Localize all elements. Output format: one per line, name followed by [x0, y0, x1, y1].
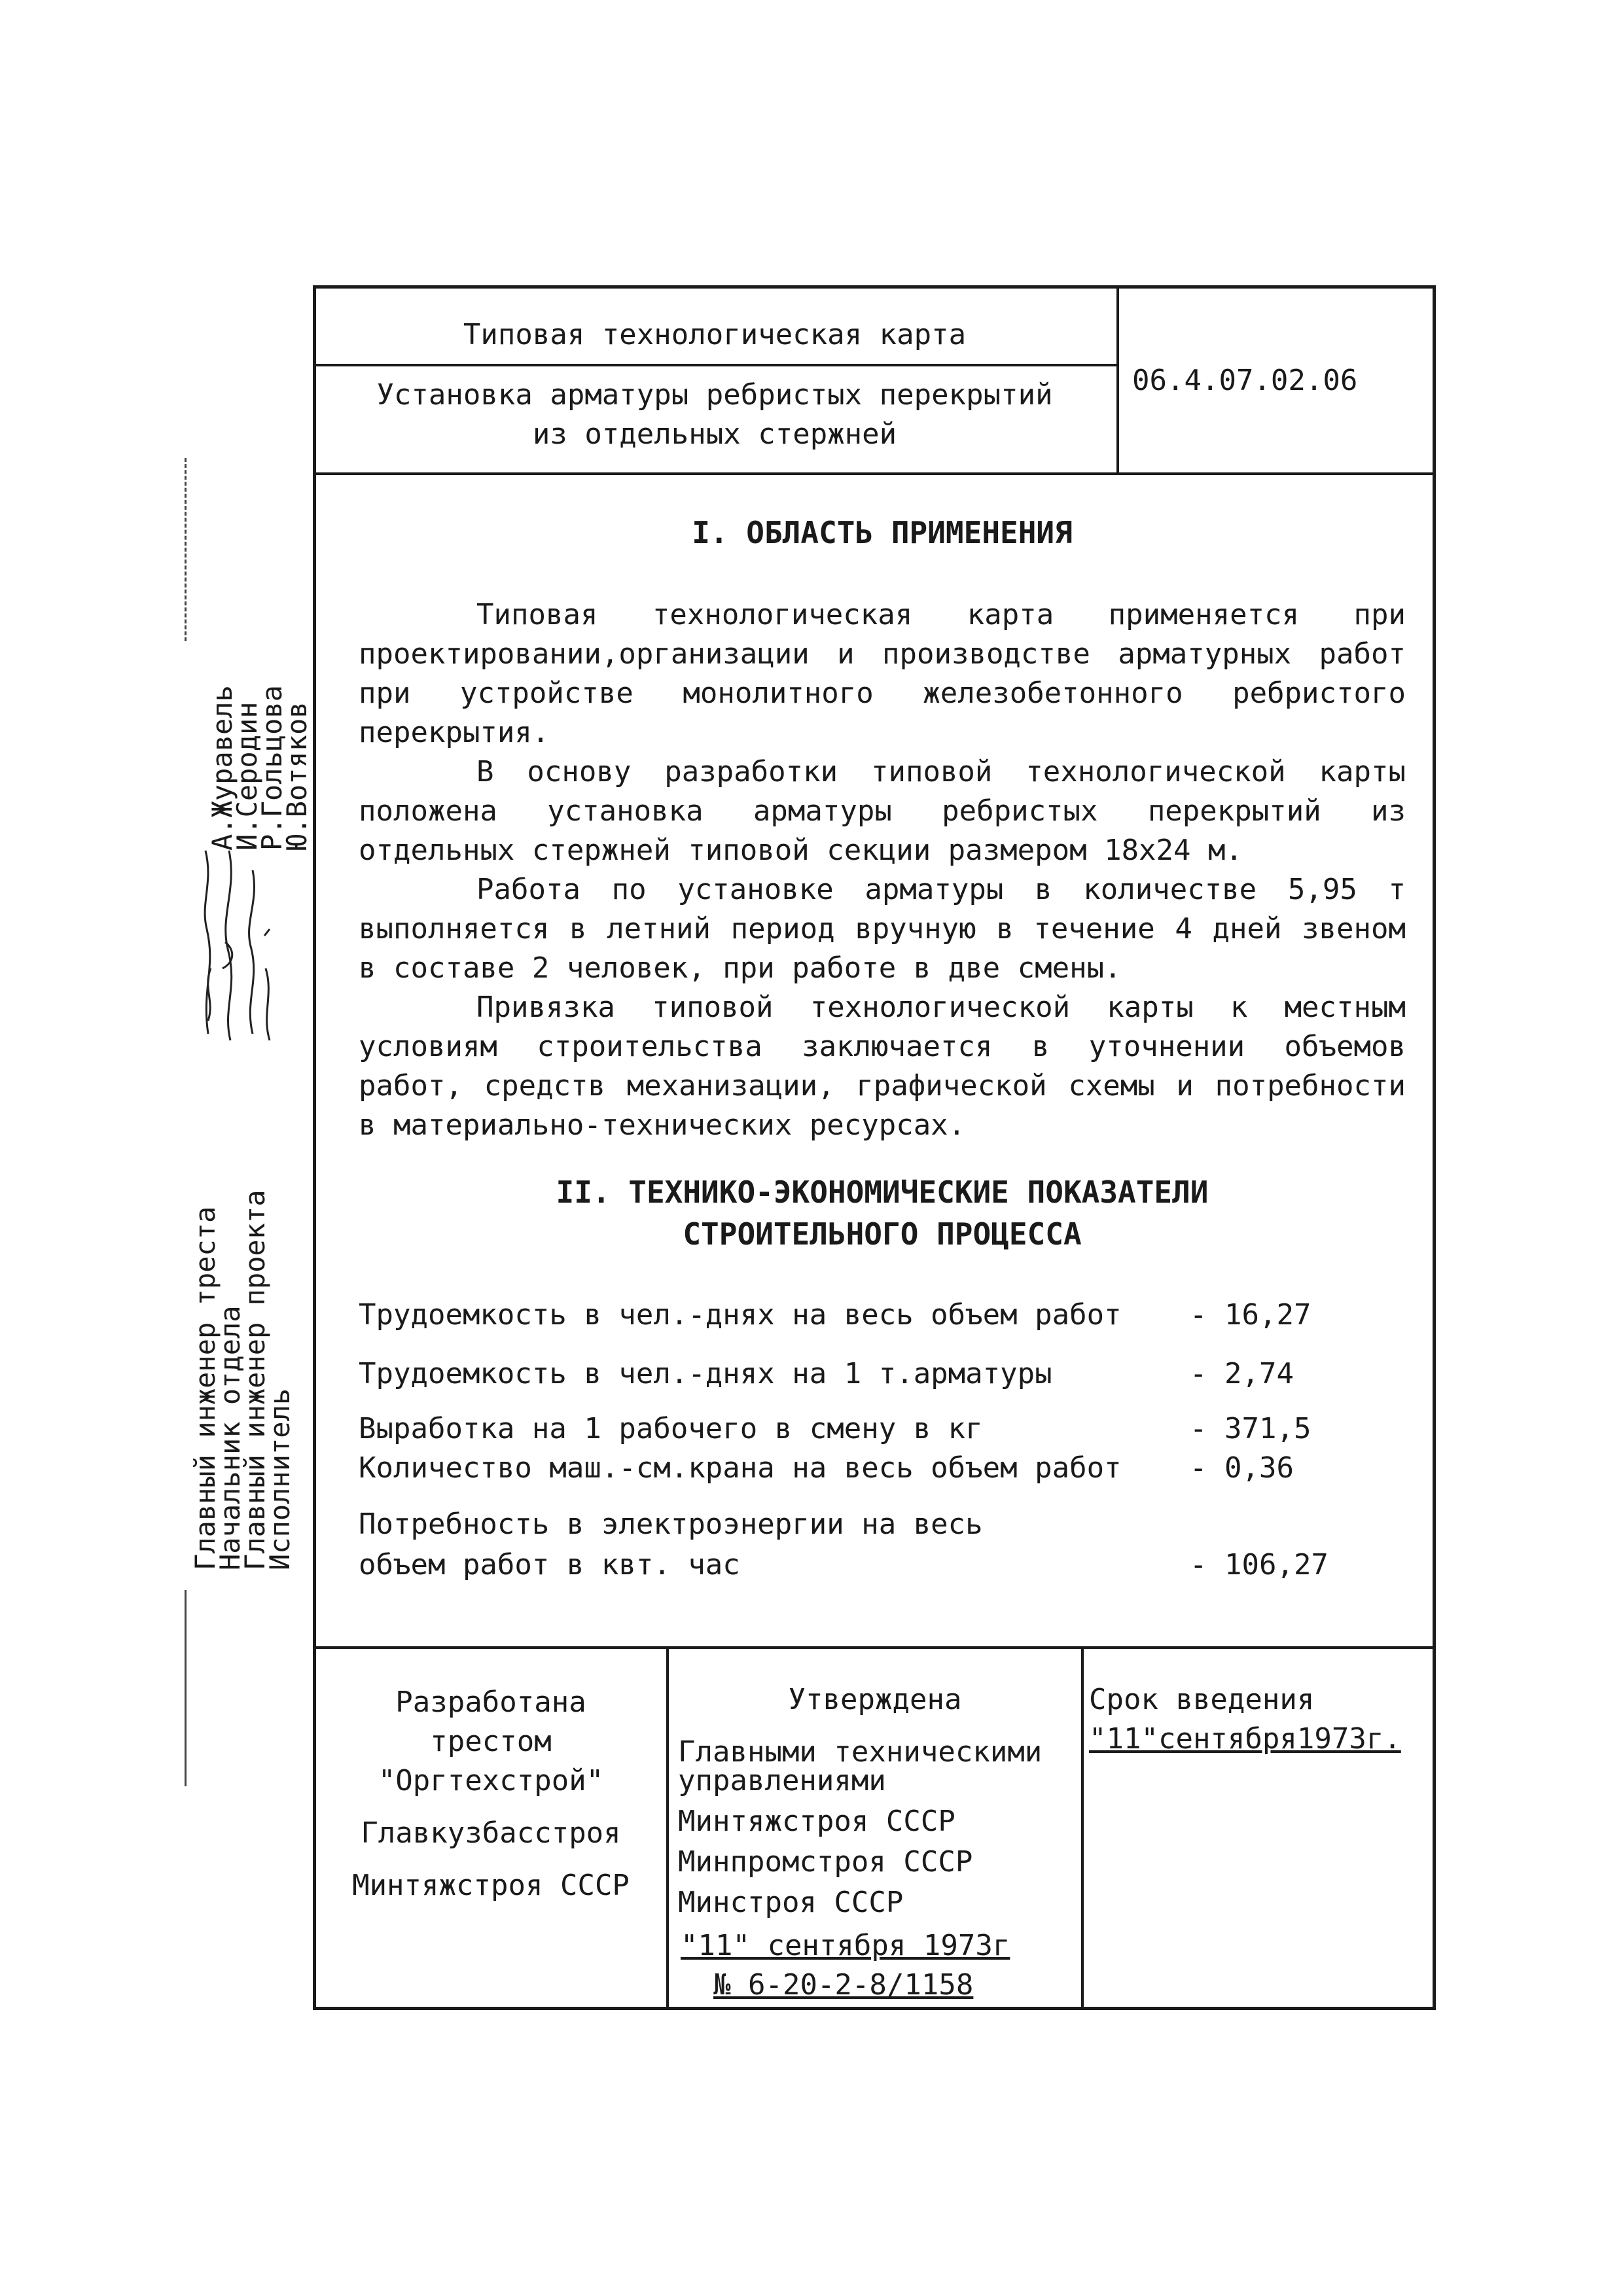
- margin-line-bottom: [185, 1590, 187, 1786]
- sidebar-positions: [189, 1112, 296, 1570]
- indicator-label: Выработка на 1 рабочего в смену в кг: [359, 1412, 983, 1445]
- indicator-value: - 371,5: [1190, 1412, 1311, 1445]
- intro-heading: Срок введения: [1089, 1683, 1315, 1716]
- developed-line4: Главкузбасстроя: [361, 1816, 621, 1850]
- section1-paragraph-3: Работа по установке арматуры в количестве 5,95 т выполняется в летний период вручную в течение 4 дней звеном в составе 2 человек, при работе в две смены.: [359, 873, 1406, 985]
- approved-line1: Главными техническими: [678, 1735, 1043, 1769]
- section1-body: [359, 595, 1406, 1145]
- sidebar-name-1: А.Журавель: [206, 685, 238, 851]
- sidebar-position-1: Главный инженер треста: [189, 1206, 221, 1570]
- indicator-label: Потребность в электроэнергии на весь: [359, 1508, 983, 1541]
- header-divider-title: [313, 364, 1118, 366]
- sidebar-name-2: И.Серодин: [231, 701, 263, 851]
- approved-line5: Минстроя СССР: [678, 1886, 904, 1919]
- sidebar-position-3: Главный инженер проекта: [239, 1190, 271, 1570]
- indicator-value: - 0,36: [1190, 1451, 1294, 1485]
- header-subject-line1: Установка арматуры ребристых перекрытий: [376, 378, 1053, 412]
- sidebar-name-3: Р.Гольцова: [256, 685, 288, 851]
- header-subject-line2: из отдельных стержней: [532, 417, 897, 451]
- sidebar-position-4: Исполнитель: [264, 1388, 296, 1570]
- indicator-value: - 106,27: [1190, 1548, 1329, 1581]
- header-bottom-line: [313, 472, 1436, 475]
- sidebar-name-4: Ю.Вотяков: [281, 701, 313, 851]
- margin-dashed-line-top: [185, 458, 187, 641]
- indicator-label: Трудоемкость в чел.-днях на 1 т.арматуры: [359, 1357, 1052, 1390]
- developed-line1: Разработана: [395, 1686, 586, 1719]
- developed-line5: Минтяжстроя СССР: [352, 1869, 630, 1902]
- sidebar-position-2: Начальник отдела: [214, 1305, 246, 1570]
- section2-heading-line1: II. ТЕХНИКО-ЭКОНОМИЧЕСКИЕ ПОКАЗАТЕЛИ: [556, 1174, 1209, 1210]
- developed-line2: трестом: [430, 1725, 552, 1758]
- sidebar-names: [207, 628, 312, 851]
- footer-top-line: [313, 1646, 1436, 1649]
- indicator-value: - 16,27: [1190, 1298, 1311, 1332]
- approved-line3: Минтяжстроя СССР: [678, 1805, 955, 1838]
- approved-line2: управлениями: [678, 1764, 886, 1797]
- indicator-row-5: [359, 1505, 1327, 1583]
- indicator-label-continued: объем работ в квт. час: [359, 1548, 740, 1581]
- indicator-value: - 2,74: [1190, 1357, 1294, 1390]
- intro-date: "11"сентября1973г.: [1089, 1722, 1401, 1756]
- approved-heading: Утверждена: [788, 1683, 962, 1716]
- indicator-label: Количество маш.-см.крана на весь объем работ: [359, 1451, 1122, 1485]
- header-divider-code: [1116, 285, 1119, 475]
- section1-paragraph-4: Привязка типовой технологической карты к местным условиям строительства заключается в уточнении объемов работ, средств механизации, графической схемы и потребности в материально-технических ресурсах.: [359, 991, 1406, 1142]
- document-code: 06.4.07.02.06: [1132, 364, 1358, 397]
- indicator-label: Трудоемкость в чел.-днях на весь объем работ: [359, 1298, 1122, 1332]
- footer-divider-2: [1081, 1646, 1084, 2010]
- section1-paragraph-2: В основу разработки типовой технологической карты положена установка арматуры ребристых перекрытий из отдельных стержней типовой секции размером 18х24 м.: [359, 755, 1406, 867]
- developed-line3: "Оргтехстрой": [378, 1764, 604, 1797]
- section1-heading: I. ОБЛАСТЬ ПРИМЕНЕНИЯ: [692, 515, 1073, 550]
- header-title: Типовая технологическая карта: [463, 318, 967, 351]
- approved-date: "11" сентября 1973г: [681, 1929, 1010, 1962]
- approved-line4: Минпромстроя СССР: [678, 1845, 973, 1879]
- section1-paragraph-1: Типовая технологическая карта применяется при проектировании,организации и производстве арматурных работ при устройстве монолитного железобетонного ребристого перекрытия.: [359, 598, 1406, 749]
- approved-number: № 6-20-2-8/1158: [713, 1968, 974, 2002]
- section2-heading-line2: СТРОИТЕЛЬНОГО ПРОЦЕССА: [683, 1216, 1082, 1252]
